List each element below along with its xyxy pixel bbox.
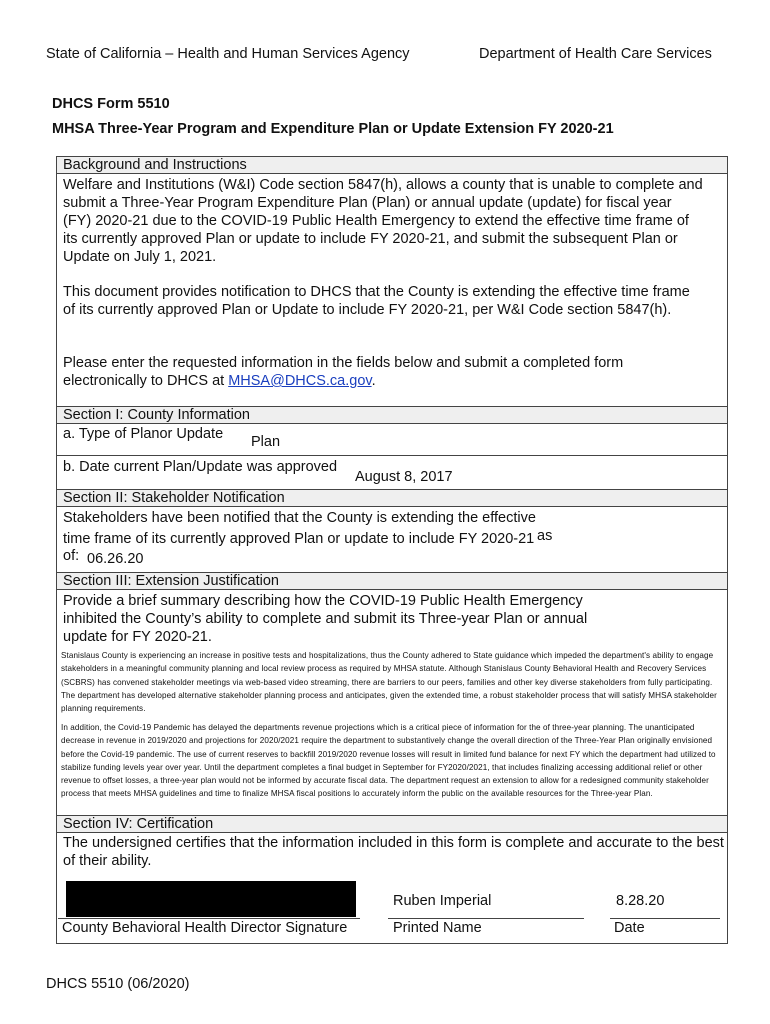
printed-name-value[interactable]: Ruben Imperial: [393, 893, 492, 909]
signature-line: [58, 918, 360, 919]
date-line: [610, 918, 720, 919]
instructions-end: .: [371, 373, 376, 389]
stakeholder-date[interactable]: 06.26.20: [87, 551, 144, 567]
date-value[interactable]: 8.28.20: [616, 893, 665, 909]
section-3-heading: Section III: Extension Justification: [57, 572, 727, 590]
date-label: Date: [614, 920, 645, 936]
plan-type-label: a. Type of Planor Update: [63, 426, 224, 442]
stakeholder-as: as: [537, 528, 553, 544]
justification-prompt: Provide a brief summary describing how the COVID-19 Public Health Emergency inhibited the County’s ability to complete and submit its Three-year Plan or annual update for FY 2020-21.: [63, 593, 588, 645]
department-header: Department of Health Care Services: [479, 46, 712, 62]
approval-date-label: b. Date current Plan/Update was approved: [63, 459, 338, 475]
form-code-footer: DHCS 5510 (06/2020): [46, 976, 190, 992]
section-1-heading: Section I: County Information: [57, 406, 727, 424]
background-paragraph-2: This document provides notification to DHCS that the County is extending the effective time frame of its currently approved Plan or Update to include FY 2020-21, per W&I Code section 5847(h).: [63, 284, 690, 318]
approval-date-value[interactable]: August 8, 2017: [355, 469, 453, 485]
signature-label: County Behavioral Health Director Signature: [62, 920, 348, 936]
section-2-heading: Section II: Stakeholder Notification: [57, 489, 727, 507]
plan-type-value[interactable]: Plan: [251, 434, 281, 450]
stakeholder-line-2: time frame of its currently approved Plan or update to include FY 2020-21: [63, 531, 535, 547]
section-4-heading: Section IV: Certification: [57, 815, 727, 833]
printed-name-line: [388, 918, 584, 919]
form-table: [56, 156, 728, 944]
printed-name-label: Printed Name: [393, 920, 482, 936]
form-id: DHCS Form 5510: [52, 96, 170, 112]
background-heading: Background and Instructions: [57, 157, 727, 174]
form-title: MHSA Three-Year Program and Expenditure Plan or Update Extension FY 2020-21: [52, 121, 614, 137]
divider: [57, 455, 727, 456]
stakeholder-line-1: Stakeholders have been notified that the County is extending the effective: [63, 510, 536, 526]
instructions-text: Please enter the requested information in the fields below and submit a completed form electronically to DHCS at: [63, 355, 624, 389]
redacted-signature: [66, 881, 356, 917]
justification-response-1[interactable]: Stanislaus County is experiencing an increase in positive tests and hospitalizations, thus the County adhered to State guidance which impeded the department's ability to engage stakeholders in a meaningful community planning and local review process as required by MHSA statute. Although Stanislaus County Behavioral Health and Recovery Services (SCBRS) has convened stakeholder meetings via web-based video streaming, there are barriers to our peers, families and other key diverse stakeholders from fully participating. The department has developed alternative stakeholder planning process and anticipates, given the extended time, a robust stakeholder process that will satisfy MHSA stakeholder planning requirements.: [61, 651, 717, 714]
certification-text: The undersigned certifies that the information included in this form is complete and accurate to the best of their ability.: [63, 835, 724, 869]
background-paragraph-3: [63, 354, 703, 390]
email-link[interactable]: MHSA@DHCS.ca.gov: [228, 373, 372, 389]
agency-header: State of California – Health and Human Services Agency: [46, 46, 410, 62]
justification-response-2[interactable]: In addition, the Covid-19 Pandemic has delayed the departments revenue projections which is a critical piece of information for the of three-year planning. The unanticipated decrease in revenue in 2019/2020 and projections for 2020/2021 require the department to substantively change the overall direction of the Three-Year Plan originally envisioned before the Covid-19 pandemic. The use of current reserves to backfill 2019/2020 revenue losses will result in limited fund balance for next FY which the department had utilized to stabilize funding levels year over year. Until the department completes a final budget in September for FY2020/2021, that includes finalizing accessing additional relief or other revenue to offset losses, a three-year plan would not be informed by accurate fiscal data. The department request an extension to allow for a redesigned community stakeholder process that meets MHSA guidelines and time to finalize MHSA fiscal positions lo accurately inform the public on the available resources for the Three-year Plan.: [61, 723, 716, 799]
stakeholder-of: of:: [63, 548, 80, 564]
background-paragraph-1: Welfare and Institutions (W&I) Code section 5847(h), allows a county that is unable to complete and submit a Three-Year Program Expenditure Plan (Plan) or annual update (update) for fiscal year (FY) 2020-21 due to the COVID-19 Public Health Emergency to extend the effective time frame of its currently approved Plan or update to include FY 2020-21, and submit the subsequent Plan or Update on July 1, 2021.: [63, 177, 703, 265]
